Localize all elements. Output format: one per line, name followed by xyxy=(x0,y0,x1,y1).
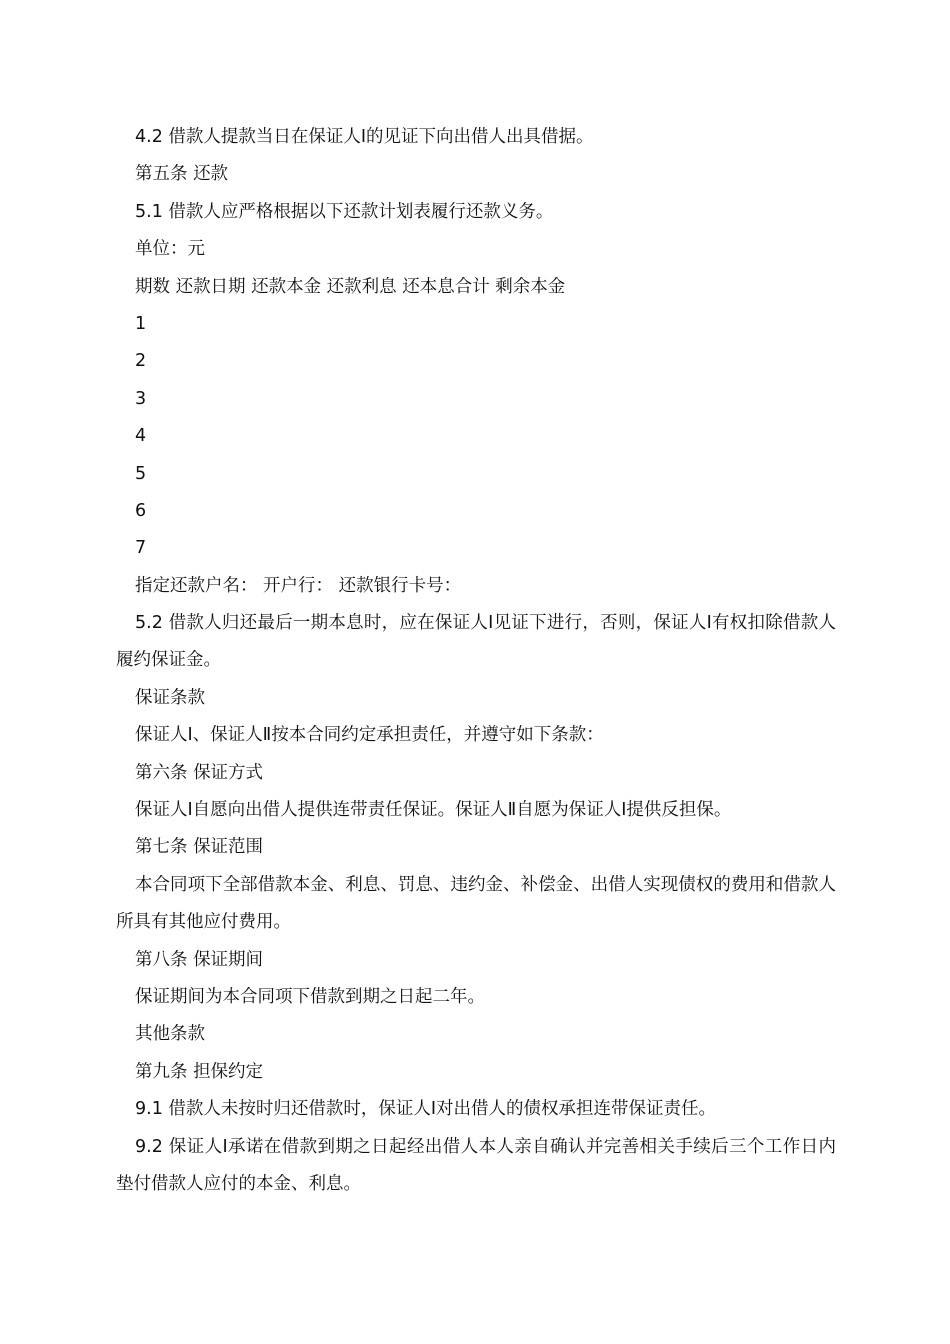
repayment-row-6: 6 xyxy=(135,500,147,521)
other-terms-heading: 其他条款 xyxy=(135,1024,205,1045)
article-8-text: 保证期间为本合同项下借款到期之日起二年。 xyxy=(135,987,485,1008)
article-5-heading: 第五条 还款 xyxy=(135,164,229,185)
article-8-heading: 第八条 保证期间 xyxy=(135,949,264,970)
article-7-heading: 第七条 保证范围 xyxy=(135,837,264,858)
repayment-row-4: 4 xyxy=(135,426,147,447)
repayment-table-header: 期数 还款日期 还款本金 还款利息 还本息合计 剩余本金 xyxy=(135,276,566,297)
repayment-row-7: 7 xyxy=(135,538,147,559)
clause-9-1: 9.1 借款人未按时归还借款时，保证人Ⅰ对出借人的债权承担连带保证责任。 xyxy=(135,1099,717,1120)
clause-5-1: 5.1 借款人应严格根据以下还款计划表履行还款义务。 xyxy=(135,201,554,222)
repayment-row-3: 3 xyxy=(135,388,147,409)
unit-label: 单位：元 xyxy=(135,239,205,260)
repayment-row-5: 5 xyxy=(135,463,147,484)
repayment-row-2: 2 xyxy=(135,351,147,372)
repayment-row-1: 1 xyxy=(135,313,147,334)
clause-4-2: 4.2 借款人提款当日在保证人Ⅰ的见证下向出借人出具借据。 xyxy=(135,127,594,147)
guarantee-intro: 保证人Ⅰ、保证人Ⅱ按本合同约定承担责任，并遵守如下条款： xyxy=(135,725,604,746)
article-6-text: 保证人Ⅰ自愿向出借人提供连带责任保证。保证人Ⅱ自愿为保证人Ⅰ提供反担保。 xyxy=(135,800,732,821)
clause-9-2: 9.2 保证人Ⅰ承诺在借款到期之日起经出借人本人亲自确认并完善相关手续后三个工作日内垫付借款人应付的本金、利息。 xyxy=(116,1136,836,1195)
article-9-heading: 第九条 担保约定 xyxy=(135,1061,264,1082)
repayment-account-info: 指定还款户名： 开户行： 还款银行卡号： xyxy=(135,575,462,596)
clause-5-2: 5.2 借款人归还最后一期本息时，应在保证人Ⅰ见证下进行，否则，保证人Ⅰ有权扣除借款人履约保证金。 xyxy=(116,613,836,671)
document-body xyxy=(116,119,836,1203)
guarantee-section-heading: 保证条款 xyxy=(135,687,205,708)
article-7-text: 本合同项下全部借款本金、利息、罚息、违约金、补偿金、出借人实现债权的费用和借款人所具有其他应付费用。 xyxy=(116,874,836,933)
article-6-heading: 第六条 保证方式 xyxy=(135,762,264,783)
